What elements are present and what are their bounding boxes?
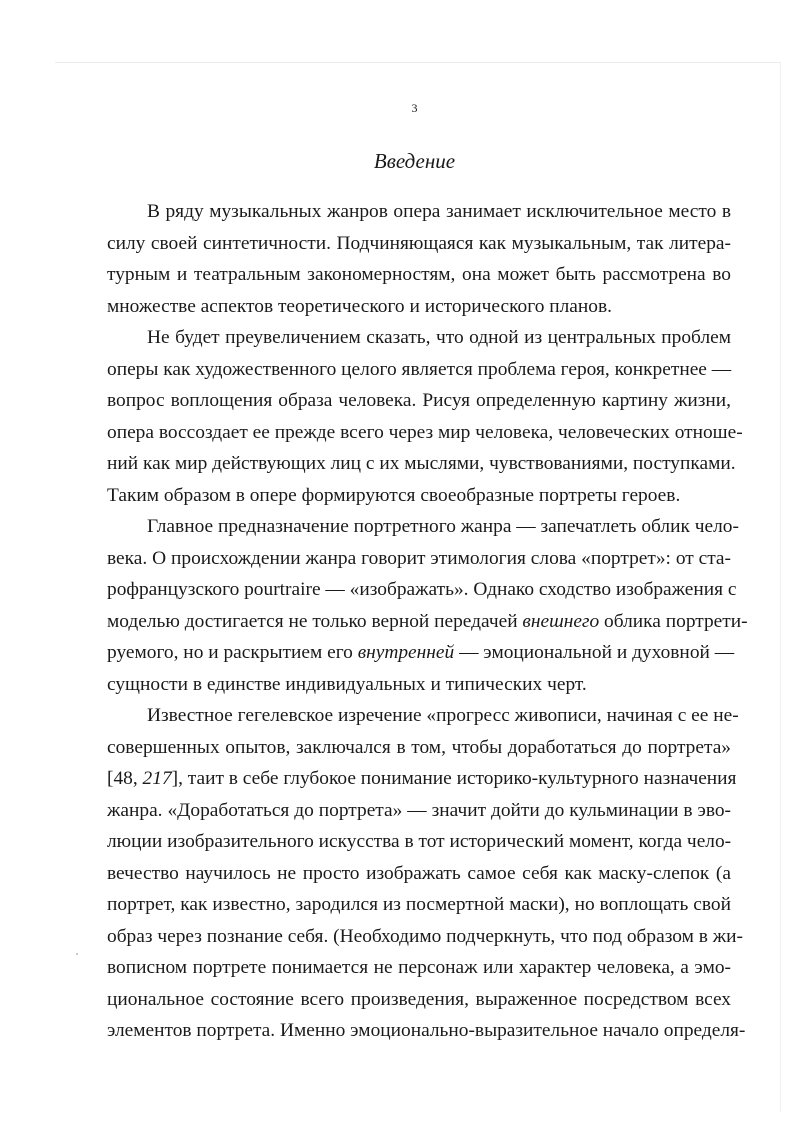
- text-line: ний как мир действующих лиц с их мыслями, чувствованиями, поступками.: [107, 453, 736, 474]
- italic-run: внутренней: [357, 642, 455, 663]
- text-run: Известное гегелевское изречение «прогресс живописи, начиная с ее не-: [147, 705, 739, 726]
- text-line: Таким образом в опере формируются своеобразные портреты героев.: [107, 484, 681, 506]
- text-line: турным и театральным закономерностям, она может быть рассмотрена во: [107, 264, 731, 285]
- text-run: вечество научилось не просто изображать самое себя как маску-слепок (а: [107, 862, 731, 884]
- text-line: [107, 763, 737, 795]
- text-line: [107, 889, 731, 921]
- text-run: жанра. «Доработаться до портрета» — значит дойти до кульминации в эво-: [107, 799, 731, 821]
- text-line: В ряду музыкальных жанров опера занимает исключительное место в: [147, 201, 731, 222]
- text-line: [107, 921, 743, 953]
- section-title: Введение: [373, 149, 456, 173]
- text-line: [107, 511, 739, 543]
- text-run: циональное состояние всего произведения, выраженное посредством всех: [107, 988, 731, 1010]
- text-run: [48,: [107, 768, 143, 789]
- body-text: [107, 196, 748, 1047]
- paragraph-3: [107, 511, 748, 700]
- text-line: множестве аспектов теоретического и исторического планов.: [107, 295, 612, 317]
- page-number: 3: [411, 101, 418, 115]
- text-run: образ через познание себя. (Необходимо подчеркнуть, что под образом в жи-: [107, 925, 743, 947]
- text-line: Не будет преувеличением сказать, что одной из центральных проблем: [147, 327, 731, 348]
- text-line: [107, 1015, 746, 1047]
- text-run: моделью достигается не только верной передачей: [107, 610, 523, 632]
- text-run: элементов портрета. Именно эмоционально-выразительное начало определя-: [107, 1020, 746, 1041]
- text-line: [107, 826, 731, 858]
- text-run: сущности в единстве индивидуальных и типических черт.: [107, 673, 587, 695]
- text-line: [107, 606, 748, 638]
- paragraph-4: [107, 700, 746, 1047]
- text-line: [107, 700, 739, 732]
- text-line: опера воссоздает ее прежде всего через мир человека, человеческих отноше-: [107, 421, 743, 443]
- text-run: рофранцузского pourtraire — «изображать». Однако сходство изображения с: [107, 579, 737, 600]
- text-run: — эмоциональной и духовной —: [454, 642, 735, 663]
- text-line: [107, 543, 731, 575]
- text-line: [107, 669, 731, 701]
- text-run: облика портрети-: [599, 610, 748, 632]
- text-line: [107, 732, 731, 764]
- text-run: Главное предназначение портретного жанра — запечатлеть облик чело-: [147, 516, 739, 537]
- text-line: оперы как художественного целого является проблема героя, конкретнее —: [107, 358, 732, 380]
- paragraph-2: [107, 322, 743, 511]
- italic-run: внешнего: [522, 610, 600, 632]
- text-line: [107, 984, 731, 1016]
- text-line: [107, 795, 731, 827]
- paragraph-1: [107, 196, 731, 322]
- text-run: вописном портрете понимается не персонаж или характер человека, а эмо-: [107, 957, 731, 978]
- text-run: ], таит в себе глубокое понимание историко-культурного назначения: [171, 768, 737, 789]
- text-line: вопрос воплощения образа человека. Рисуя определенную картину жизни,: [107, 390, 731, 411]
- text-run: портрет, как известно, зародился из посмертной маски), но воплощать свой: [107, 894, 731, 915]
- text-run: века. О происхождении жанра говорит этимология слова «портрет»: от ста-: [107, 547, 731, 569]
- text-line: [107, 858, 731, 890]
- text-line: [107, 952, 731, 984]
- italic-run: 217: [142, 768, 172, 789]
- text-line: [107, 637, 735, 669]
- text-run: совершенных опытов, заключался в том, чтобы доработаться до портрета»: [107, 736, 731, 758]
- text-run: люции изобразительного искусства в тот исторический момент, когда чело-: [107, 831, 732, 852]
- text-line: силу своей синтетичности. Подчиняющаяся как музыкальным, так литера-: [107, 232, 731, 254]
- text-line: [107, 574, 737, 606]
- text-run: руемого, но и раскрытием его: [107, 642, 358, 663]
